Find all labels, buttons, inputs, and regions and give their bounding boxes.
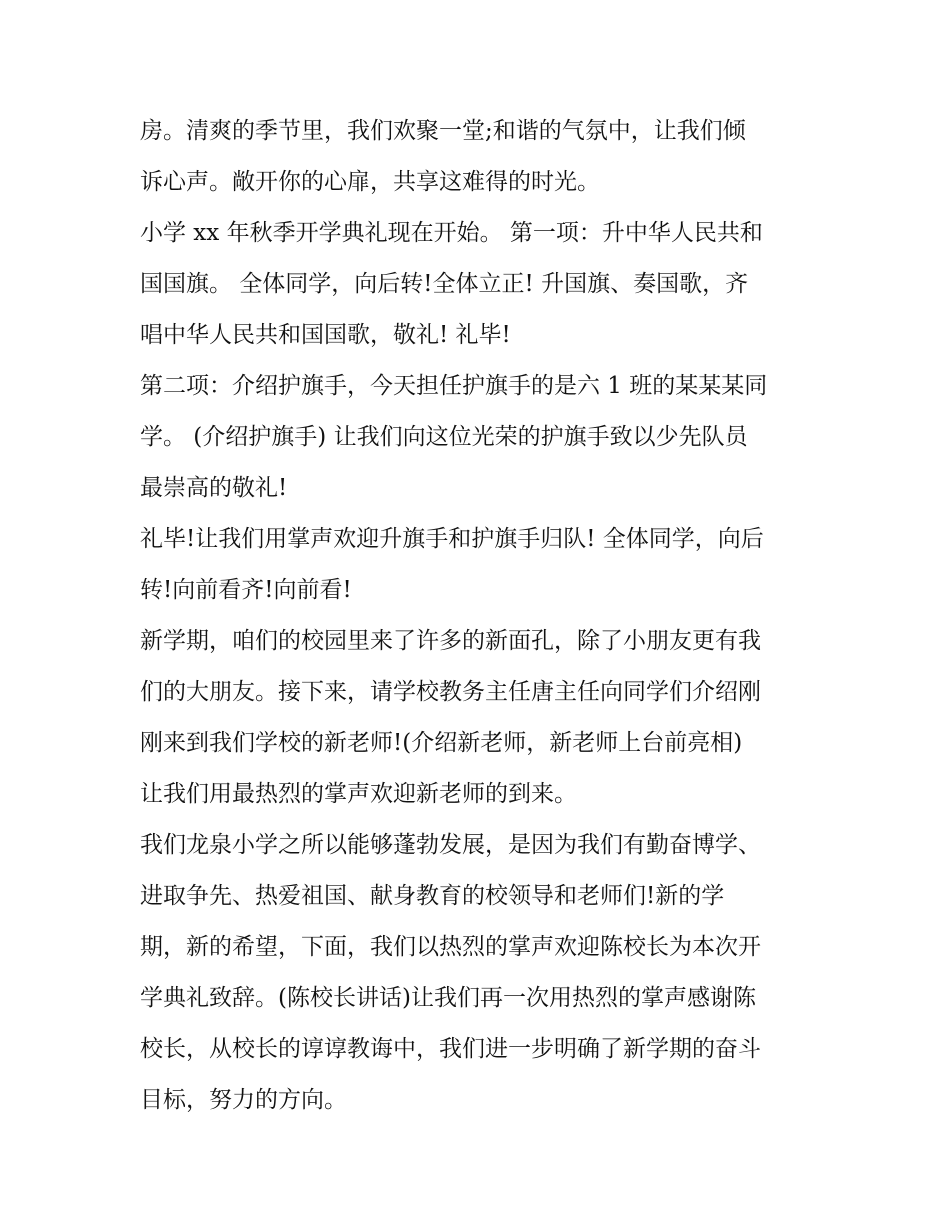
text-line: 目标，努力的方向。 (140, 1087, 347, 1113)
text-line: 进取争先、热爱祖国、献身教育的校领导和老师们!新的学 (140, 883, 725, 909)
text-line: 刚来到我们学校的新老师!(介绍新老师，新老师上台前亮相) (140, 730, 743, 756)
text-line: 学典礼致辞。(陈校长讲话)让我们再一次用热烈的掌声感谢陈 (140, 985, 756, 1011)
text-line: 转!向前看齐!向前看! (140, 577, 352, 603)
text-line: 诉心声。敞开你的心扉，共享这难得的时光。 (140, 169, 600, 195)
text-line: 让我们用最热烈的掌声欢迎新老师的到来。 (140, 781, 577, 807)
text-line: 我们龙泉小学之所以能够蓬勃发展，是因为我们有勤奋博学、 (140, 832, 761, 858)
text-line: 小学 xx 年秋季开学典礼现在开始。 第一项：升中华人民共和 (140, 220, 763, 246)
text-line: 国国旗。 全体同学，向后转!全体立正! 升国旗、奏国歌，齐 (140, 271, 749, 297)
text-line: 们的大朋友。接下来，请学校教务主任唐主任向同学们介绍刚 (140, 679, 761, 705)
document-body (140, 106, 830, 1126)
text-line: 校长，从校长的谆谆教诲中，我们进一步明确了新学期的奋斗 (140, 1036, 761, 1062)
text-line: 期，新的希望，下面，我们以热烈的掌声欢迎陈校长为本次开 (140, 934, 761, 960)
text-line: 新学期，咱们的校园里来了许多的新面孔，除了小朋友更有我 (140, 628, 761, 654)
text-line: 房。清爽的季节里，我们欢聚一堂;和谐的气氛中，让我们倾 (140, 118, 746, 144)
text-line: 学。 (介绍护旗手) 让我们向这位光荣的护旗手致以少先队员 (140, 424, 748, 450)
text-line: 第二项：介绍护旗手，今天担任护旗手的是六 1 班的某某某同 (140, 373, 768, 399)
text-line: 礼毕!让我们用掌声欢迎升旗手和护旗手归队! 全体同学，向后 (140, 526, 764, 552)
text-line: 最崇高的敬礼! (140, 475, 288, 501)
text-line: 唱中华人民共和国国歌，敬礼! 礼毕! (140, 322, 511, 348)
